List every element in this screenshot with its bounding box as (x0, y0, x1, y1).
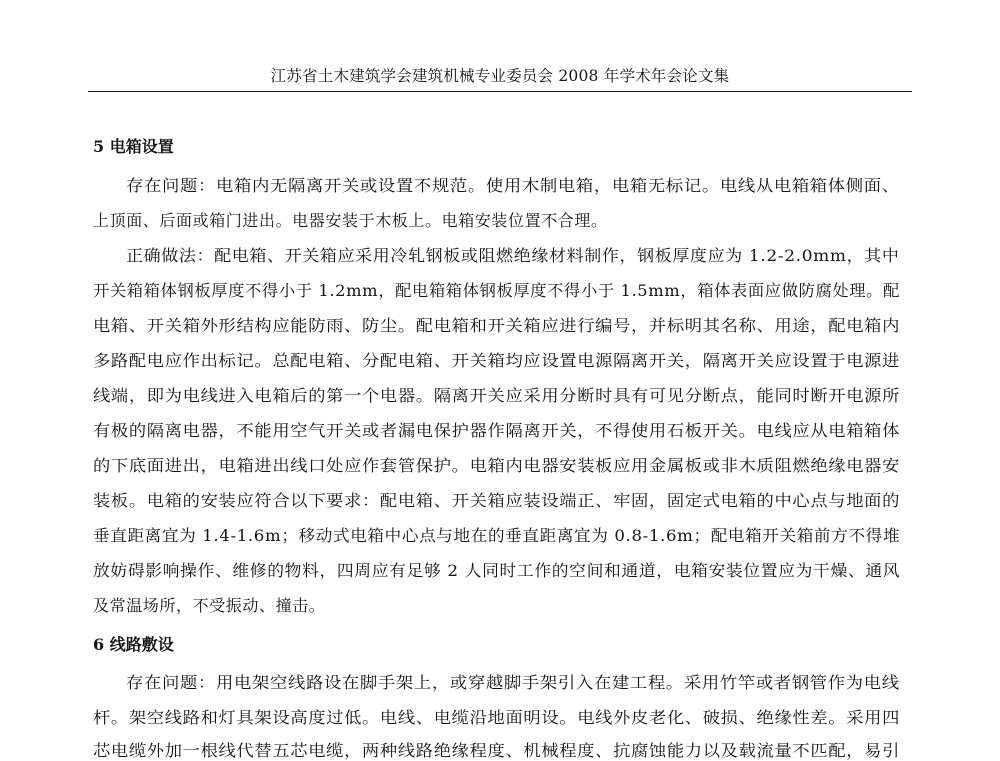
paragraph-line: 有极的隔离电器，不能用空气开关或者漏电保护器作隔离开关，不得使用石板开关。电线应从电箱箱体 (93, 421, 901, 440)
paragraph-line: 的下底面进出，电箱进出线口处应作套管保护。电箱内电器安装板应用金属板或非木质阻燃绝缘电器安 (93, 456, 901, 475)
paragraph-line: 上顶面、后面或箱门进出。电器安装于木板上。电箱安装位置不合理。 (93, 211, 608, 230)
section-heading: 6 线路敷设 (93, 635, 174, 654)
paragraph-line: 放妨碍影响操作、维修的物料，四周应有足够 2 人同时工作的空间和通道，电箱安装位置应为干燥、通风 (93, 561, 901, 580)
running-header: 江苏省土木建筑学会建筑机械专业委员会 2008 年学术年会论文集 (270, 67, 730, 85)
section-heading: 5 电箱设置 (93, 137, 174, 156)
paragraph-line: 电箱、开关箱外形结构应能防雨、防尘。配电箱和开关箱应进行编号，并标明其名称、用途，配电箱内 (93, 316, 901, 335)
paragraph-line: 存在问题：用电架空线路设在脚手架上，或穿越脚手架引入在建工程。采用竹竿或者钢管作为电线 (126, 673, 900, 692)
paragraph-line: 线端，即为电线进入电箱后的第一个电器。隔离开关应采用分断时具有可见分断点，能同时断开电源所 (93, 386, 901, 405)
paragraph-line: 垂直距离宜为 1.4-1.6m；移动式电箱中心点与地在的垂直距离宜为 0.8-1.6m；配电箱开关箱前方不得堆 (93, 526, 901, 545)
paragraph-line: 正确做法：配电箱、开关箱应采用冷轧钢板或阻燃绝缘材料制作，钢板厚度应为 1.2-2.0mm，其中 (126, 246, 900, 265)
paragraph-line: 存在问题：电箱内无隔离开关或设置不规范。使用木制电箱，电箱无标记。电线从电箱箱体侧面、 (126, 176, 900, 195)
paragraph-line: 及常温场所，不受振动、撞击。 (93, 596, 326, 615)
paragraph-line: 芯电缆外加一根线代替五芯电缆，两种线路绝缘程度、机械程度、抗腐蚀能力以及载流量不匹配，易引 (93, 741, 901, 760)
paragraph-line: 开关箱箱体钢板厚度不得小于 1.2mm，配电箱箱体钢板厚度不得小于 1.5mm，箱体表面应做防腐处理。配 (93, 281, 900, 300)
paragraph-line: 装板。电箱的安装应符合以下要求：配电箱、开关箱应装设端正、牢固，固定式电箱的中心点与地面的 (93, 491, 901, 510)
paragraph-line: 多路配电应作出标记。总配电箱、分配电箱、开关箱均应设置电源隔离开关，隔离开关应设置于电源进 (93, 351, 901, 370)
paragraph-line: 杆。架空线路和灯具架设高度过低。电线、电缆沿地面明设。电线外皮老化、破损、绝缘性差。采用四 (93, 708, 901, 727)
header-rule (88, 91, 912, 92)
